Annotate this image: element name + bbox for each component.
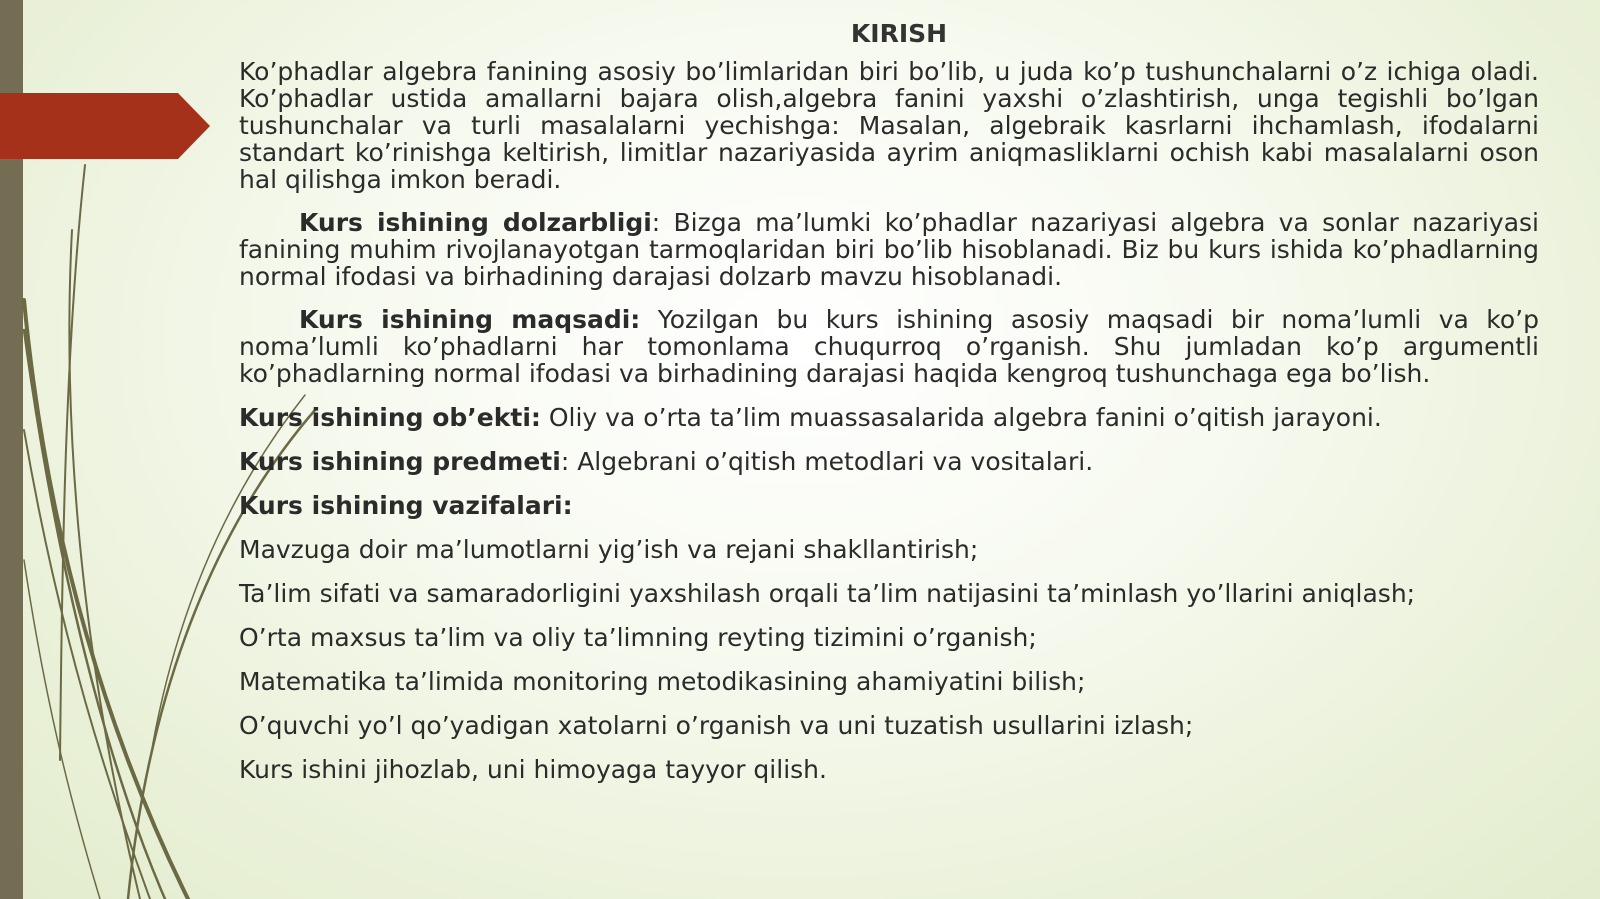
- relevance-label: Kurs ishining dolzarbligi: [299, 208, 652, 237]
- title-arrow-tag: [0, 93, 212, 159]
- subject-line: [239, 447, 1539, 477]
- subject-text: : Algebrani o’qitish metodlari va vositalari.: [560, 447, 1094, 476]
- task-item: Kurs ishini jihozlab, uni himoyaga tayyor qilish.: [239, 755, 827, 784]
- object-text: Oliy va o’rta ta’lim muassasalarida algebra fanini o’qitish jarayoni.: [540, 403, 1382, 432]
- goal-paragraph: [239, 306, 1539, 387]
- relevance-paragraph: [239, 209, 1539, 290]
- relevance-text: : Bizga ma’lumki ko’phadlar nazariyasi algebra va sonlar nazariyasi fanining muhim rivojlanayotgan tarmoqlaridan biri bo’lib hisoblanadi. Biz bu kurs ishida ko’phadlarning normal ifodasi va birhadining darajasi dolzarb mavzu hisoblanadi.: [239, 208, 1539, 291]
- slide-title: KIRISH: [850, 19, 948, 48]
- slide-content: [239, 16, 1539, 799]
- tasks-heading: [239, 491, 1539, 521]
- task-item: Matematika ta’limida monitoring metodikasining ahamiyatini bilish;: [239, 667, 1086, 696]
- subject-label: Kurs ishining predmeti: [239, 447, 561, 476]
- goal-label: Kurs ishining maqsadi:: [299, 305, 641, 334]
- goal-text: Yozilgan bu kurs ishining asosiy maqsadi bir noma’lumli va ko’p noma’lumli ko’phadlarni har tomonlama chuqurroq o’rganish. Shu jumladan ko’p argumentli ko’phadlarning normal ifodasi va birhadining darajasi haqida kengroq tushunchaga ega bo’lish.: [239, 305, 1539, 388]
- tasks-label: Kurs ishining vazifalari:: [239, 491, 573, 520]
- task-item: Ta’lim sifati va samaradorligini yaxshilash orqali ta’lim natijasini ta’minlash yo’llarini aniqlash;: [239, 579, 1416, 608]
- object-label: Kurs ishining ob’ekti:: [239, 403, 541, 432]
- task-item: O’rta maxsus ta’lim va oliy ta’limning reyting tizimini o’rganish;: [239, 623, 1037, 652]
- object-line: [239, 403, 1539, 433]
- intro-paragraph: Ko’phadlar algebra fanining asosiy bo’limlaridan biri bo’lib, u juda ko’p tushunchalarni o’z ichiga oladi. Ko’phadlar ustida amallarni bajara olish,algebra fanini yaxshi o’zlashtirish, unga tegishli bo’lgan tushunchalar va turli masalalarni yechishga: Masalan, algebraik kasrlarni ihchamlash, ifodalarni standart ko’rinishga keltirish, limitlar nazariyasida ayrim aniqmasliklarni ochish kabi masalalarni oson hal qilishga imkon beradi.: [239, 57, 1539, 194]
- task-item: Mavzuga doir ma’lumotlarni yig’ish va rejani shakllantirish;: [239, 535, 979, 564]
- task-item: O’quvchi yo’l qo’yadigan xatolarni o’rganish va uni tuzatish usullarini izlash;: [239, 711, 1194, 740]
